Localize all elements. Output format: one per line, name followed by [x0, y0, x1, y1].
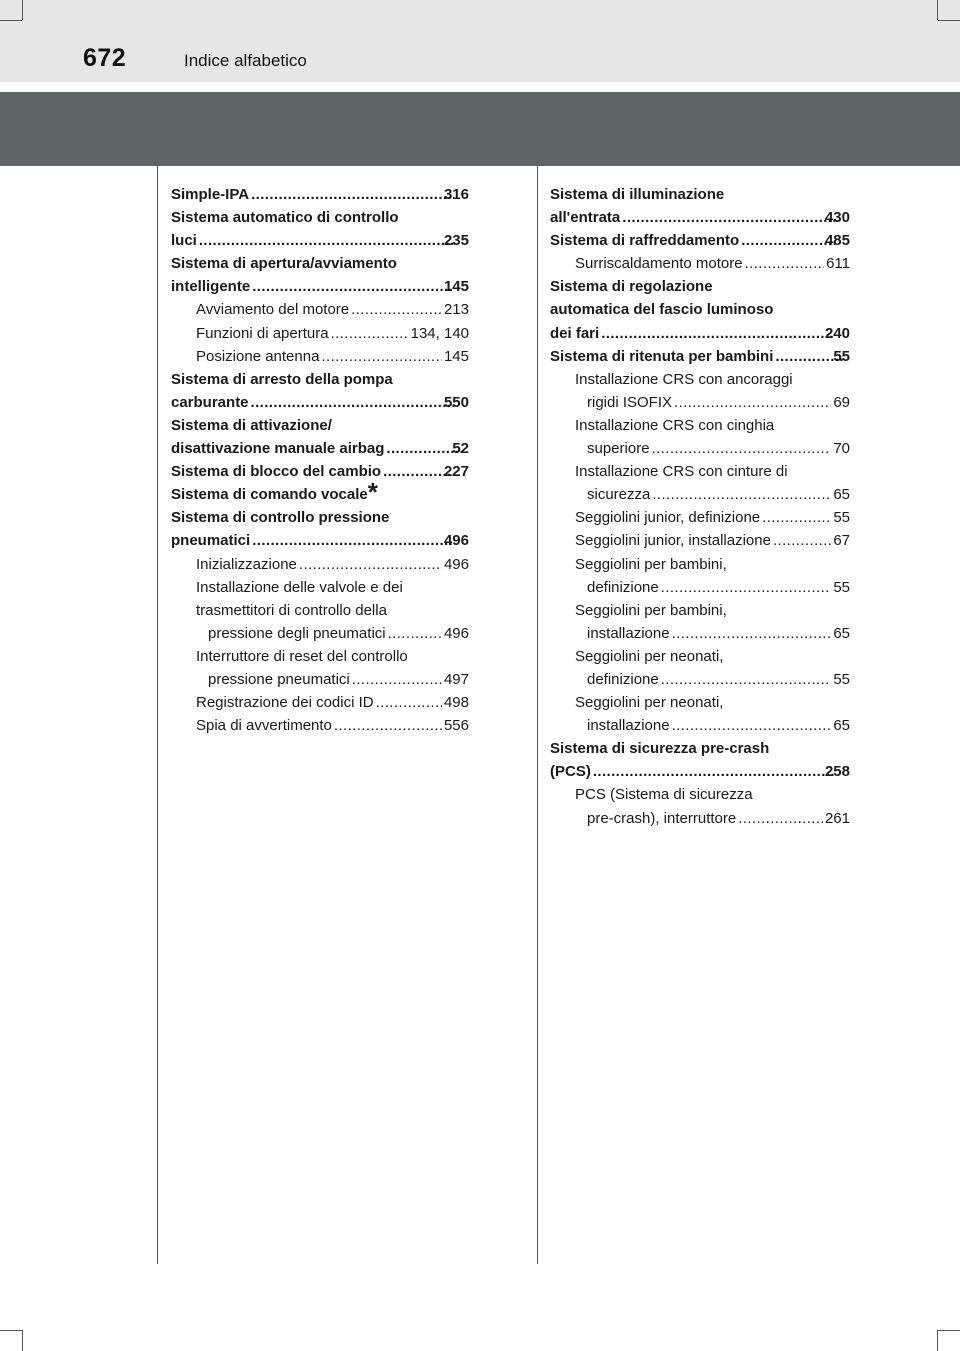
index-subentry: Seggiolini junior, definizione ..... 55 — [550, 506, 850, 529]
index-column-right — [550, 183, 850, 830]
column-rule-left — [157, 166, 158, 1264]
index-subentry: Funzioni di apertura ..... 134, 140 — [171, 322, 469, 345]
index-entry: Sistema di sicurezza pre-crash (PCS) ..... 258 — [550, 737, 850, 783]
index-subentry: Surriscaldamento motore ..... 611 — [550, 252, 850, 275]
index-subentry: Installazione delle valvole e dei trasmettitori di controllo della pressione degli pneumatici ..... 496 — [171, 576, 469, 645]
page-number: 672 — [83, 44, 127, 72]
header-band — [0, 92, 960, 166]
index-entry: Sistema di ritenuta per bambini ..... 55 — [550, 345, 850, 368]
index-entry: Simple-IPA ..... 316 — [171, 183, 469, 206]
index-subentry: Seggiolini per bambini, installazione ..... 65 — [550, 599, 850, 645]
index-subentry: Installazione CRS con cinghia superiore ..... 70 — [550, 414, 850, 460]
header-bar — [0, 0, 960, 82]
crop-mark — [937, 1330, 938, 1351]
index-subentry: Spia di avvertimento ..... 556 — [171, 714, 469, 737]
index-subentry: PCS (Sistema di sicurezza pre-crash), interruttore ..... 261 — [550, 783, 850, 829]
index-subentry: Registrazione dei codici ID ..... 498 — [171, 691, 469, 714]
index-subentry: Seggiolini per neonati, installazione ..... 65 — [550, 691, 850, 737]
crop-mark — [938, 20, 960, 21]
index-entry: Sistema di blocco del cambio ..... 227 — [171, 460, 469, 483]
crop-mark — [22, 0, 23, 20]
index-subentry: Installazione CRS con ancoraggi rigidi ISOFIX ..... 69 — [550, 368, 850, 414]
index-subentry: Posizione antenna ..... 145 — [171, 345, 469, 368]
index-entry: Sistema di raffreddamento ..... 485 — [550, 229, 850, 252]
crop-mark — [22, 1330, 23, 1351]
index-subentry: Avviamento del motore ..... 213 — [171, 298, 469, 321]
section-title: Indice alfabetico — [184, 51, 307, 70]
index-entry: Sistema automatico di controllo luci ..... 235 — [171, 206, 469, 252]
crop-mark — [938, 1330, 960, 1331]
index-entry: Sistema di apertura/avviamento intelligente ..... 145 — [171, 252, 469, 298]
index-entry: Sistema di attivazione/ disattivazione manuale airbag ..... 52 — [171, 414, 469, 460]
index-subentry: Seggiolini per neonati, definizione ..... 55 — [550, 645, 850, 691]
index-entry: Sistema di illuminazione all'entrata ..... 430 — [550, 183, 850, 229]
index-entry: Sistema di comando vocale* — [171, 477, 378, 508]
index-entry: Sistema di regolazione automatica del fascio luminoso dei fari ..... 240 — [550, 275, 850, 344]
index-subentry: Interruttore di reset del controllo pressione pneumatici ..... 497 — [171, 645, 469, 691]
index-column-left — [171, 183, 469, 737]
index-subentry: Installazione CRS con cinture di sicurezza ..... 65 — [550, 460, 850, 506]
index-entry: Sistema di arresto della pompa carburante ..... 550 — [171, 368, 469, 414]
asterisk-mark: * — [367, 477, 378, 508]
index-subentry: Seggiolini per bambini, definizione ..... 55 — [550, 553, 850, 599]
crop-mark — [937, 0, 938, 20]
crop-mark — [0, 20, 22, 21]
index-subentry: Inizializzazione ..... 496 — [171, 553, 469, 576]
column-rule-right — [537, 166, 538, 1264]
index-subentry: Seggiolini junior, installazione ..... 67 — [550, 529, 850, 552]
crop-mark — [0, 1330, 22, 1331]
index-entry: Sistema di controllo pressione pneumatici ..... 496 — [171, 506, 469, 552]
